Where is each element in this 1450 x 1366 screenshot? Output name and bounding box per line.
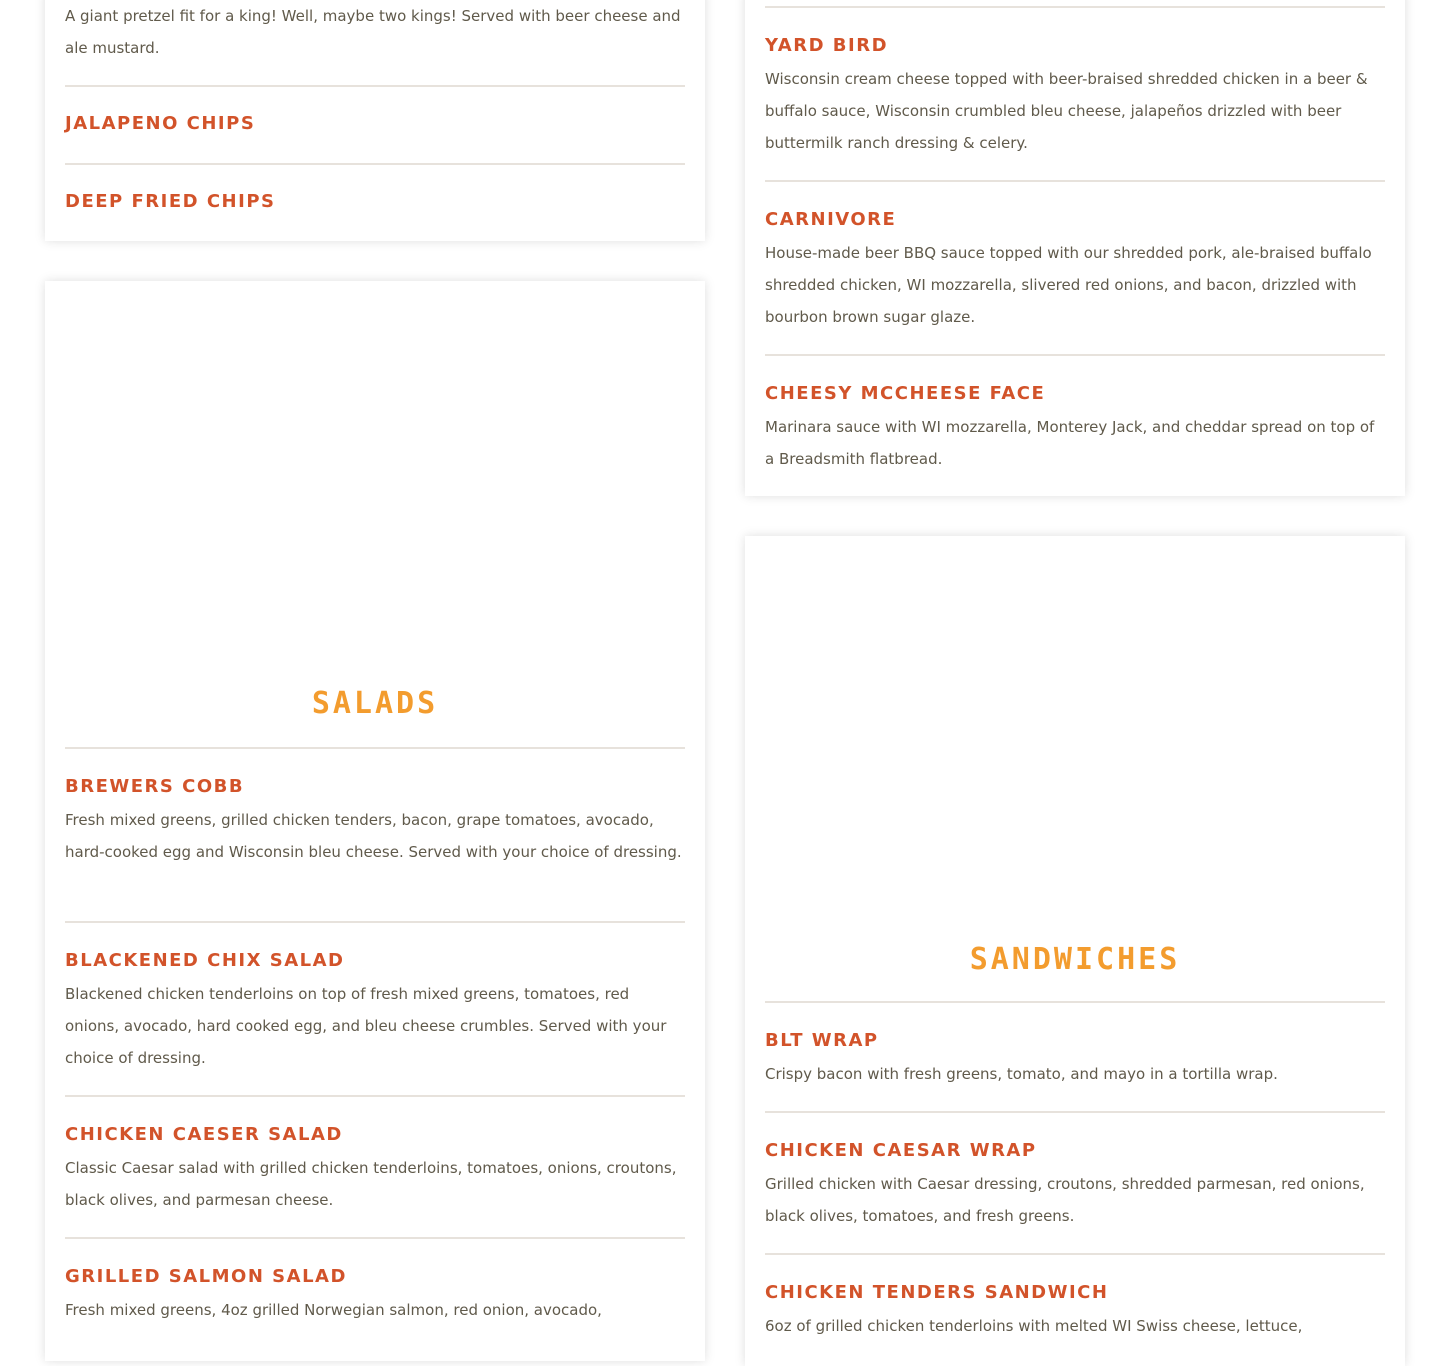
item-title: CHICKEN CAESAR WRAP xyxy=(765,1140,1037,1161)
item-description: House-made beer BBQ sauce topped with our shredded pork, ale-braised buffalo shredded chicken, WI mozzarella, slivered red onions, and bacon, drizzled with bourbon brown sugar glaze. xyxy=(765,244,1372,326)
divider xyxy=(65,163,685,165)
item-title: BLT WRAP xyxy=(765,1030,879,1051)
divider xyxy=(765,1111,1385,1113)
divider xyxy=(65,1095,685,1097)
item-description: Fresh mixed greens, 4oz grilled Norwegian salmon, red onion, avocado, xyxy=(65,1301,602,1319)
item-title: CHICKEN TENDERS SANDWICH xyxy=(765,1282,1109,1303)
appetizers-card xyxy=(45,0,705,241)
salads-heading: SALADS xyxy=(311,686,439,721)
divider xyxy=(765,1253,1385,1255)
divider xyxy=(65,747,685,749)
item-description: Grilled chicken with Caesar dressing, croutons, shredded parmesan, red onions, black olives, tomatoes, and fresh greens. xyxy=(765,1175,1365,1225)
salads-card xyxy=(45,281,705,1361)
divider xyxy=(65,85,685,87)
item-title: CARNIVORE xyxy=(765,209,897,230)
item-description: Wisconsin cream cheese topped with beer-braised shredded chicken in a beer & buffalo sauce, Wisconsin crumbled bleu cheese, jalapeños drizzled with beer buttermilk ranch dressing & celery. xyxy=(765,70,1368,152)
item-description: 6oz of grilled chicken tenderloins with melted WI Swiss cheese, lettuce, xyxy=(765,1317,1303,1335)
item-description: Blackened chicken tenderloins on top of fresh mixed greens, tomatoes, red onions, avocado, hard cooked egg, and bleu cheese crumbles. Served with your choice of dressing. xyxy=(65,985,667,1067)
item-title: CHICKEN CAESER SALAD xyxy=(65,1124,343,1145)
item-title: CHEESY MCCHEESE FACE xyxy=(765,383,1046,404)
divider xyxy=(65,921,685,923)
divider xyxy=(765,6,1385,8)
item-description: Fresh mixed greens, grilled chicken tenders, bacon, grape tomatoes, avocado, hard-cooked egg and Wisconsin bleu cheese. Served with your choice of dressing. xyxy=(65,811,682,861)
item-description: Classic Caesar salad with grilled chicken tenderloins, tomatoes, onions, croutons, black olives, and parmesan cheese. xyxy=(65,1159,677,1209)
sandwiches-heading: SANDWICHES xyxy=(969,942,1181,977)
item-title: JALAPENO CHIPS xyxy=(65,113,256,134)
pretzel-description: A giant pretzel fit for a king! Well, maybe two kings! Served with beer cheese and ale mustard. xyxy=(65,7,681,57)
flatbreads-card xyxy=(745,0,1405,496)
item-title: DEEP FRIED CHIPS xyxy=(65,191,276,212)
item-title: BREWERS COBB xyxy=(65,776,245,797)
item-title: YARD BIRD xyxy=(765,35,889,56)
divider xyxy=(765,1001,1385,1003)
item-title: BLACKENED CHIX SALAD xyxy=(65,950,345,971)
item-description: Marinara sauce with WI mozzarella, Monterey Jack, and cheddar spread on top of a Breadsmith flatbread. xyxy=(765,418,1375,468)
divider xyxy=(65,1237,685,1239)
divider xyxy=(765,180,1385,182)
sandwiches-card xyxy=(745,536,1405,1366)
item-title: GRILLED SALMON SALAD xyxy=(65,1266,347,1287)
divider xyxy=(765,354,1385,356)
item-description: Crispy bacon with fresh greens, tomato, and mayo in a tortilla wrap. xyxy=(765,1065,1278,1083)
